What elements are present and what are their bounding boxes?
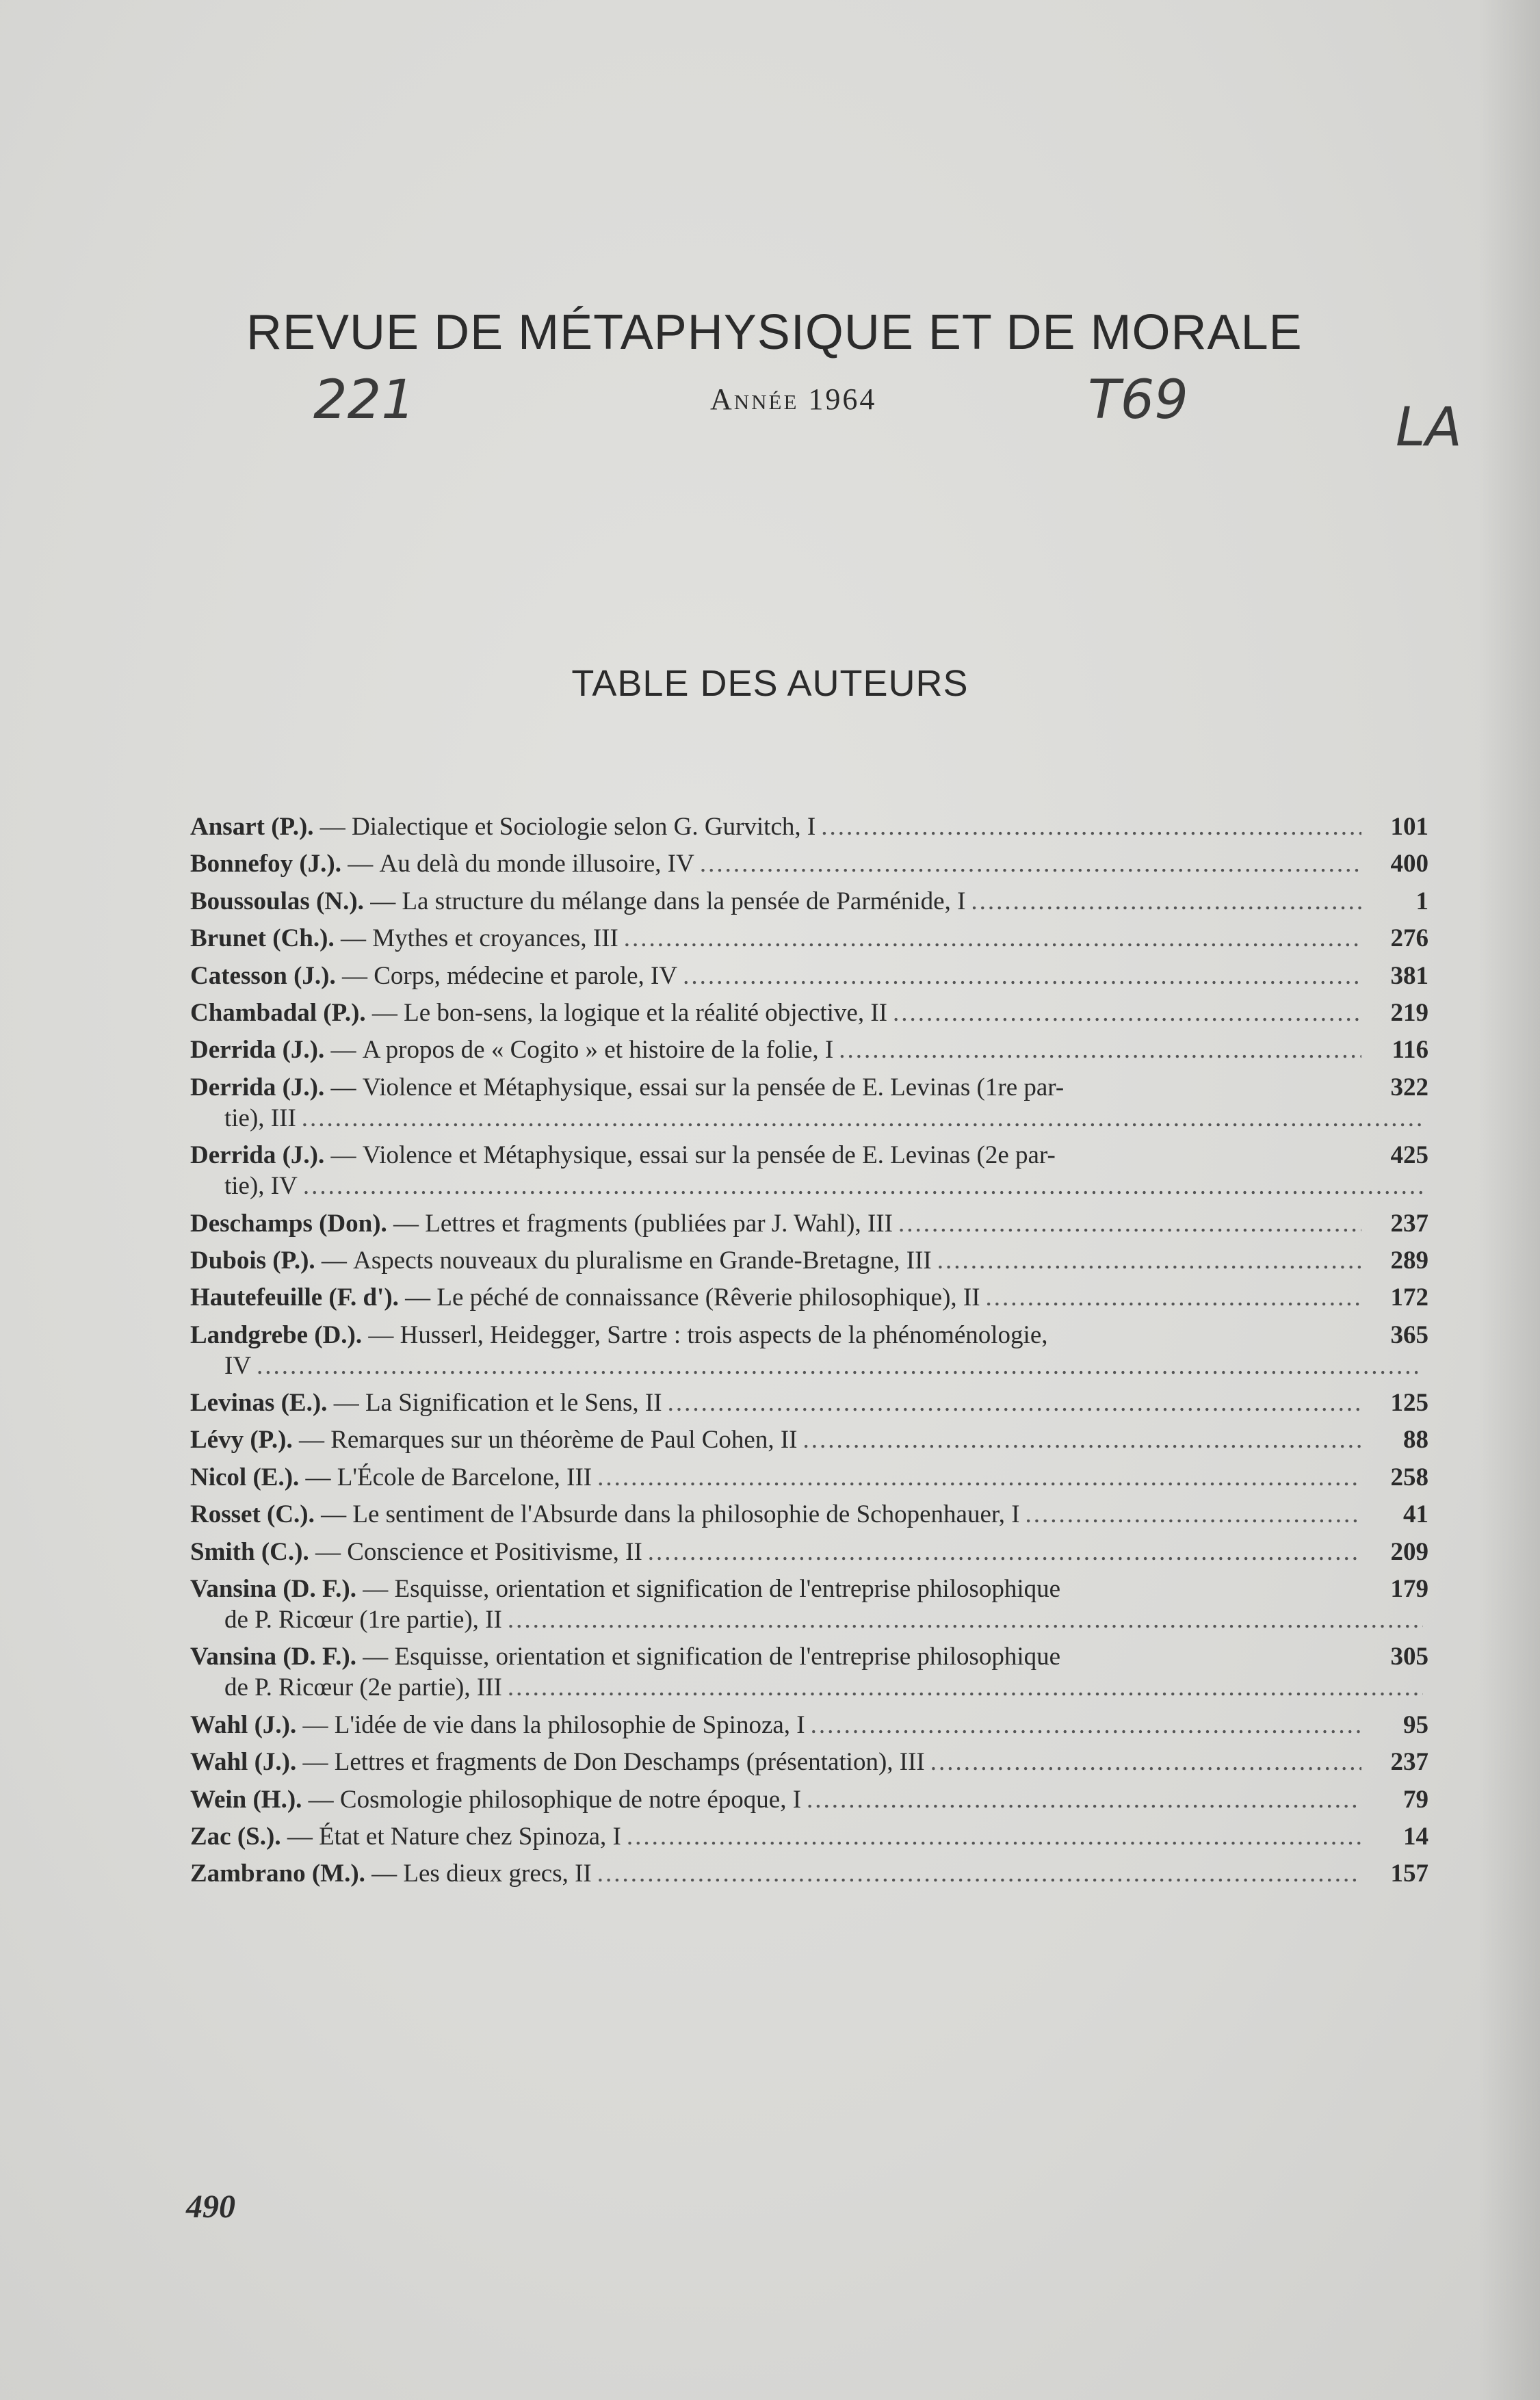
leader-dots [508, 1604, 1423, 1635]
entry-title: Cosmologie philosophique de notre époque, I [339, 1785, 802, 1814]
index-entry [190, 1574, 1428, 1635]
page-edge-shadow [1478, 0, 1540, 2400]
leader-dots [257, 1351, 1423, 1381]
leader-dots [508, 1672, 1423, 1703]
entry-author: Zac (S.). [190, 1822, 281, 1851]
leader-dots [303, 1171, 1423, 1201]
entry-page-number: 305 [1390, 1643, 1428, 1671]
leader-dots [627, 1821, 1361, 1852]
journal-title: REVUE DE MÉTAPHYSIQUE ET DE MORALE [246, 305, 1303, 360]
entry-title: L'École de Barcelone, III [337, 1463, 592, 1491]
entry-separator: — [324, 1141, 363, 1170]
entry-author: Dubois (P.). [190, 1246, 315, 1275]
entry-separator: — [365, 1860, 404, 1888]
entry-author: Landgrebe (D.). [190, 1320, 363, 1349]
index-entry [190, 1424, 1428, 1455]
index-entry [190, 1462, 1428, 1493]
entry-separator: — [292, 1426, 331, 1455]
entry-title: Au delà du monde illusoire, IV [379, 850, 694, 878]
leader-dots [937, 1245, 1361, 1276]
entry-author: Bonnefoy (J.). [190, 850, 341, 878]
index-entry [190, 1747, 1428, 1777]
entry-separator: — [324, 1036, 363, 1065]
entry-separator: — [324, 1073, 363, 1101]
entry-separator: — [296, 1710, 335, 1739]
index-entry [190, 1034, 1428, 1065]
entry-title-continuation: de P. Ricœur (1re partie), II [224, 1606, 502, 1634]
entry-separator: — [335, 961, 374, 990]
index-entry [190, 1208, 1428, 1239]
year-line: Année 1964 [710, 382, 877, 416]
entry-separator: — [309, 1537, 348, 1566]
index-entry [190, 1320, 1428, 1381]
leader-dots [811, 1710, 1361, 1740]
entry-author: Derrida (J.). [190, 1036, 325, 1065]
entry-title: Le sentiment de l'Absurde dans la philosophie de Schopenhauer, I [352, 1500, 1020, 1529]
leader-dots [597, 1462, 1361, 1493]
leader-dots [668, 1387, 1361, 1418]
entry-page-number: 116 [1392, 1036, 1428, 1065]
index-entry [190, 1140, 1428, 1201]
leader-dots [700, 848, 1361, 879]
leader-dots [893, 997, 1361, 1028]
index-entry [190, 1710, 1428, 1740]
entry-title: Violence et Métaphysique, essai sur la pensée de E. Levinas (2e par- [362, 1141, 1056, 1170]
entry-separator: — [356, 1575, 395, 1604]
index-entry [190, 1282, 1428, 1313]
entry-page-number: 276 [1390, 924, 1428, 953]
entry-author: Catesson (J.). [190, 961, 336, 990]
index-entry [190, 1537, 1428, 1567]
index-entry [190, 848, 1428, 879]
index-entry [190, 1387, 1428, 1418]
entry-title: Aspects nouveaux du pluralisme en Grande-Bretagne, III [353, 1246, 932, 1275]
entry-separator: — [334, 924, 373, 953]
entry-separator: — [398, 1283, 437, 1312]
entry-author: Smith (C.). [190, 1537, 309, 1566]
leader-dots [597, 1858, 1361, 1889]
entry-author: Nicol (E.). [190, 1463, 300, 1491]
entry-separator: — [299, 1463, 337, 1491]
leader-dots [821, 811, 1361, 842]
entry-title-continuation: IV [224, 1351, 252, 1380]
entry-title: Remarques sur un théorème de Paul Cohen, II [330, 1426, 798, 1455]
entry-author: Zambrano (M.). [190, 1860, 365, 1888]
entry-page-number: 172 [1390, 1283, 1428, 1312]
entry-page-number: 1 [1415, 887, 1428, 915]
entry-author: Levinas (E.). [190, 1389, 328, 1418]
entry-page-number: 88 [1403, 1426, 1428, 1455]
entry-separator: — [341, 850, 380, 878]
entry-title: La Signification et le Sens, II [365, 1389, 662, 1418]
entry-separator: — [315, 1246, 354, 1275]
entry-title: Husserl, Heidegger, Sartre : trois aspects de la phénoménologie, [400, 1320, 1048, 1349]
entry-page-number: 365 [1390, 1320, 1428, 1349]
section-title: TABLE DES AUTEURS [571, 663, 969, 704]
leader-dots [807, 1784, 1361, 1815]
page-number: 490 [186, 2189, 235, 2225]
entry-page-number: 237 [1390, 1748, 1428, 1777]
index-entry [190, 923, 1428, 954]
leader-dots [802, 1424, 1361, 1455]
entry-author: Wein (H.). [190, 1785, 302, 1814]
entry-separator: — [365, 998, 404, 1027]
entry-author: Rosset (C.). [190, 1500, 315, 1529]
index-entry [190, 1072, 1428, 1134]
entry-page-number: 425 [1390, 1141, 1428, 1170]
entry-author: Ansart (P.). [190, 813, 314, 841]
entry-page-number: 289 [1390, 1246, 1428, 1275]
entry-author: Vansina (D. F.). [190, 1575, 356, 1604]
entry-separator: — [302, 1785, 340, 1814]
entry-separator: — [363, 887, 402, 915]
entry-title: Dialectique et Sociologie selon G. Gurvitch, I [352, 813, 816, 841]
entry-page-number: 258 [1390, 1463, 1428, 1491]
entry-author: Hautefeuille (F. d'). [190, 1283, 399, 1312]
entry-title: L'idée de vie dans la philosophie de Spinoza, I [334, 1710, 805, 1739]
index-entry [190, 1499, 1428, 1530]
entry-title: Les dieux grecs, II [403, 1860, 592, 1888]
handwritten-note-right: LA [1396, 397, 1462, 458]
entry-separator: — [314, 1500, 353, 1529]
leader-dots [624, 923, 1361, 954]
entry-title: Le péché de connaissance (Rêverie philosophique), II [436, 1283, 980, 1312]
leader-dots [898, 1208, 1361, 1239]
leader-dots [302, 1103, 1423, 1134]
entry-separator: — [313, 813, 352, 841]
entry-title: Conscience et Positivisme, II [347, 1537, 642, 1566]
author-index-list [190, 811, 1428, 1896]
index-entry [190, 1784, 1428, 1815]
index-entry [190, 1245, 1428, 1276]
entry-title: Esquisse, orientation et signification de l'entreprise philosophique [394, 1643, 1061, 1671]
entry-author: Boussoulas (N.). [190, 887, 364, 915]
entry-author: Deschamps (Don). [190, 1209, 387, 1238]
handwritten-note-left: 221 [313, 369, 415, 431]
entry-separator: — [280, 1822, 319, 1851]
entry-page-number: 157 [1390, 1860, 1428, 1888]
index-entry [190, 811, 1428, 842]
entry-author: Vansina (D. F.). [190, 1643, 356, 1671]
entry-author: Derrida (J.). [190, 1073, 325, 1101]
entry-separator: — [296, 1748, 335, 1777]
entry-separator: — [362, 1320, 400, 1349]
entry-author: Brunet (Ch.). [190, 924, 335, 953]
leader-dots [971, 886, 1361, 917]
entry-page-number: 400 [1390, 850, 1428, 878]
entry-title: Esquisse, orientation et signification de l'entreprise philosophique [394, 1575, 1061, 1604]
entry-author: Wahl (J.). [190, 1748, 297, 1777]
entry-title: Corps, médecine et parole, IV [374, 961, 678, 990]
index-entry [190, 886, 1428, 917]
leader-dots [648, 1537, 1361, 1567]
leader-dots [1026, 1499, 1361, 1530]
entry-title: Lettres et fragments de Don Deschamps (présentation), III [334, 1748, 925, 1777]
entry-title: Lettres et fragments (publiées par J. Wahl), III [425, 1209, 893, 1238]
leader-dots [839, 1034, 1361, 1065]
entry-separator: — [327, 1389, 365, 1418]
index-entry [190, 961, 1428, 991]
entry-page-number: 209 [1390, 1537, 1428, 1566]
entry-author: Wahl (J.). [190, 1710, 297, 1739]
entry-title: La structure du mélange dans la pensée de Parménide, I [402, 887, 966, 915]
index-entry [190, 997, 1428, 1028]
entry-title: Mythes et croyances, III [372, 924, 618, 953]
entry-title: État et Nature chez Spinoza, I [319, 1822, 621, 1851]
entry-page-number: 125 [1390, 1389, 1428, 1418]
index-entry [190, 1858, 1428, 1889]
entry-page-number: 322 [1390, 1073, 1428, 1101]
entry-page-number: 237 [1390, 1209, 1428, 1238]
entry-author: Derrida (J.). [190, 1141, 325, 1170]
entry-title-continuation: de P. Ricœur (2e partie), III [224, 1673, 502, 1702]
leader-dots [683, 961, 1361, 991]
entry-author: Lévy (P.). [190, 1426, 293, 1455]
entry-separator: — [356, 1643, 395, 1671]
entry-page-number: 381 [1390, 961, 1428, 990]
index-entry [190, 1641, 1428, 1703]
entry-page-number: 179 [1390, 1575, 1428, 1604]
entry-separator: — [387, 1209, 426, 1238]
entry-title: A propos de « Cogito » et histoire de la folie, I [362, 1036, 834, 1065]
entry-page-number: 14 [1403, 1822, 1428, 1851]
entry-page-number: 219 [1390, 998, 1428, 1027]
entry-page-number: 95 [1403, 1710, 1428, 1739]
entry-title-continuation: tie), IV [224, 1172, 298, 1201]
leader-dots [986, 1282, 1361, 1313]
handwritten-note-middle: T69 [1088, 369, 1188, 431]
entry-title-continuation: tie), III [224, 1104, 296, 1132]
entry-title: Le bon-sens, la logique et la réalité objective, II [404, 998, 887, 1027]
entry-page-number: 41 [1403, 1500, 1428, 1529]
entry-page-number: 79 [1403, 1785, 1428, 1814]
entry-title: Violence et Métaphysique, essai sur la pensée de E. Levinas (1re par- [362, 1073, 1065, 1101]
entry-page-number: 101 [1390, 813, 1428, 841]
leader-dots [930, 1747, 1361, 1777]
entry-author: Chambadal (P.). [190, 998, 366, 1027]
index-entry [190, 1821, 1428, 1852]
